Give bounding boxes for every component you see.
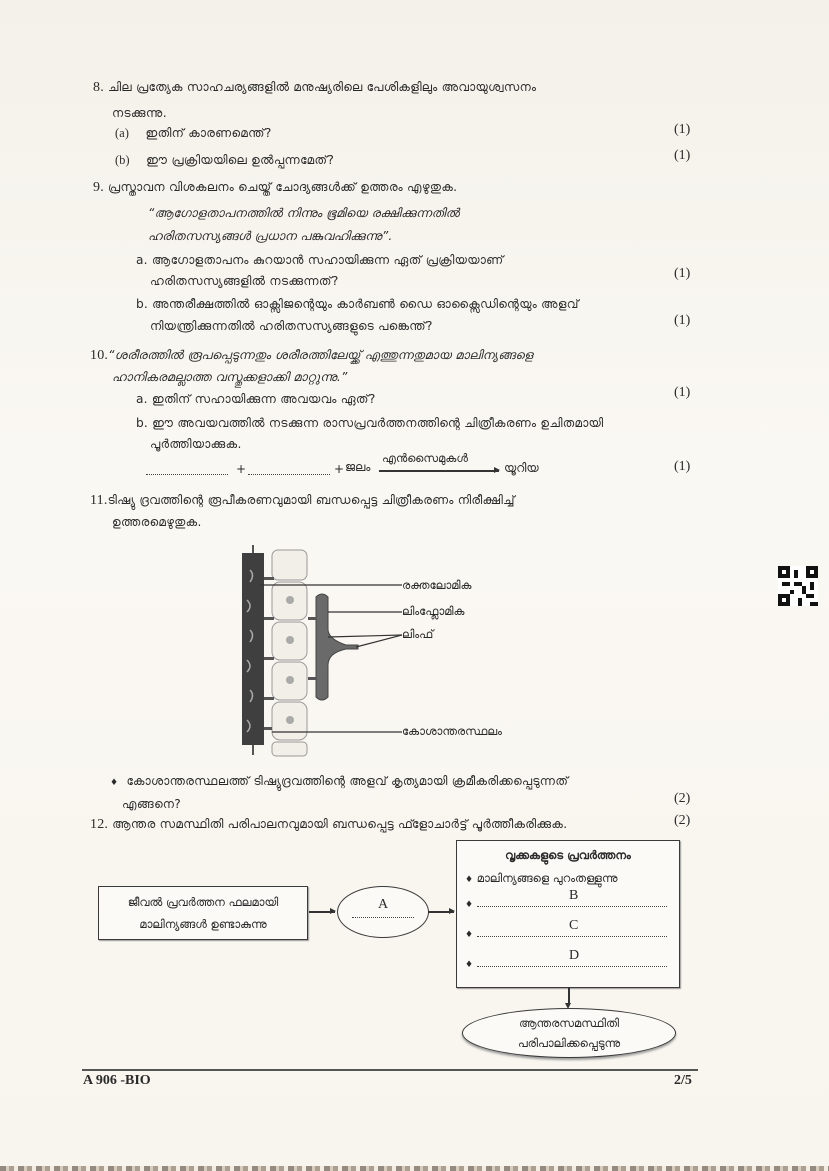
flow-start-text-1: ജീവൽ പ്രവർത്തന ഫലമായി [127, 895, 279, 909]
q12-text: ആന്തര സമസ്ഥിതി പരിപാലനവുമായി ബന്ധപ്പെട്ട ഫ്ളോചാർട്ട് പൂർത്തീകരിക്കുക. [112, 817, 568, 831]
q11-bullet-text-cont: എങ്ങനെ? [122, 797, 181, 811]
label-intercellular-space: കോശാന്തരസ്ഥലം [402, 724, 503, 738]
q10-equation [146, 451, 566, 480]
q10-number: 10. [90, 348, 109, 363]
q11-text: ടിഷ്യു ദ്രവത്തിന്റെ രൂപീകരണവുമായി ബന്ധപ്പെട്ട ചിത്രീകരണം നിരീക്ഷിച്ച് [107, 493, 515, 507]
q9-text: പ്രസ്താവന വിശകലനം ചെയ്ത് ചോദ്യങ്ങൾക്ക് ഉത്തരം എഴുതുക. [107, 180, 458, 194]
kidney-item-b [465, 886, 679, 916]
q12-number: 12. [90, 817, 109, 832]
q11-number: 11. [90, 493, 108, 508]
q12-marks: (2) [674, 813, 691, 828]
q8a [115, 120, 272, 146]
blank-c-field[interactable] [477, 926, 667, 937]
label-lymph: ലിംഫ് [402, 627, 434, 641]
kidney-item-d [465, 946, 679, 976]
kidney-box-title: വൃക്കകളുടെ പ്രവർത്തനം [505, 848, 631, 862]
bullet-icon: ♦ [465, 930, 474, 940]
q11-text-cont: ഉത്തരമെഴുതുക. [112, 515, 202, 529]
q8b-text: ഈ പ്രക്രിയയിലെ ഉൽപ്പന്നമേത്? [146, 153, 335, 167]
blank-a-label: A [377, 897, 389, 912]
q10a-marks: (1) [674, 385, 691, 400]
q8b-marks: (1) [674, 148, 691, 163]
flow-blank-a-ellipse [337, 886, 429, 938]
plus-sign: + [334, 462, 345, 476]
label-lymph-capillary: ലിംഫ്ലോമിക [402, 604, 465, 618]
flow-end-ellipse [462, 1008, 676, 1058]
q8a-marks: (1) [674, 122, 691, 137]
blank-reactant-1[interactable] [146, 464, 228, 475]
plus-sign: + [236, 462, 247, 476]
blank-c-label: C [569, 918, 579, 933]
q10a-label: a. [136, 392, 148, 406]
page-number: 2/5 [674, 1073, 692, 1088]
kidney-item-c [465, 916, 679, 946]
enzymes-label: എൻസൈമുകൾ [382, 451, 468, 465]
tissue-fluid-diagram [232, 545, 402, 760]
q8b-label: (b) [115, 153, 130, 167]
q9b-text-cont: നിയന്ത്രിക്കുന്നതിൽ ഹരിതസസ്യങ്ങളുടെ പങ്കെന്ത്? [150, 319, 433, 333]
q8a-label: (a) [115, 126, 130, 140]
q10-quote-2: ഹാനികരമല്ലാത്ത വസ്തുക്കളാക്കി മാറ്റുന്നു.” [112, 370, 348, 384]
q10a [136, 386, 376, 412]
q9b-text: അന്തരീക്ഷത്തിൽ ഓക്സിജന്റെയും കാർബൺ ഡൈ ഓക്സൈഡിന്റെയും അളവ് [152, 297, 579, 311]
blank-d-field[interactable] [477, 956, 667, 967]
flow-arrow-1 [309, 911, 335, 913]
bullet-icon: ♦ [465, 875, 474, 885]
bullet-icon: ♦ [110, 778, 119, 788]
q9-quote-1: “ആഗോളതാപനത്തിൽ നിന്നും ഭൂമിയെ രക്ഷിക്കുന്നതിൽ [148, 206, 460, 220]
q8-text-cont: നടക്കുന്നു. [112, 106, 167, 120]
q10a-text: ഇതിന് സഹായിക്കുന്ന അവയവം ഏത്? [151, 392, 376, 406]
bullet-icon: ♦ [465, 960, 474, 970]
q11-marks: (2) [674, 791, 691, 806]
q8-text: ചില പ്രത്യേക സാഹചര്യങ്ങളിൽ മനുഷ്യരിലെ പേശികളിലും അവായുശ്വസനം [107, 80, 537, 94]
blank-reactant-2[interactable] [248, 464, 330, 475]
q8-line1 [93, 74, 536, 101]
q10b-text-cont: പൂർത്തിയാക്കുക. [150, 437, 242, 451]
q9a-marks: (1) [674, 266, 691, 281]
footer-rule [82, 1069, 698, 1071]
reaction-arrow [379, 470, 499, 472]
urea-label: യൂറിയ [504, 461, 539, 475]
q9a-text: ആഗോളതാപനം കുറയാൻ സഹായിക്കുന്ന ഏത് പ്രക്രിയയാണ് [151, 253, 504, 267]
q9-line [93, 174, 457, 201]
q11-bullet-text: കോശാന്തരസ്ഥലത്ത് ടിഷ്യുദ്രവത്തിന്റെ അളവ് കൃത്യമായി ക്രമീകരിക്കപ്പെടുന്നത് [126, 774, 569, 788]
blank-b-field[interactable] [477, 896, 667, 907]
q9a-text-cont: ഹരിതസസ്യങ്ങളിൽ നടക്കുന്നത്? [150, 274, 339, 288]
blank-d-label: D [569, 948, 580, 963]
flow-arrow-2 [428, 911, 454, 913]
flow-start-box [98, 886, 308, 940]
lymph-capillary [316, 594, 358, 700]
label-blood-capillary: രക്തലോമിക [402, 578, 472, 592]
q9-quote-2: ഹരിതസസ്യങ്ങൾ പ്രധാന പങ്കുവഹിക്കുന്നു”. [148, 229, 393, 243]
blood-capillary [242, 553, 264, 745]
blank-a-field[interactable] [352, 907, 414, 918]
q8b [115, 147, 334, 173]
qr-code-icon [778, 566, 818, 606]
q9b-label: b. [136, 297, 149, 311]
bullet-icon: ♦ [465, 900, 474, 910]
water-label: ജലം [345, 460, 371, 474]
q9b-marks: (1) [674, 313, 691, 328]
q10-quote-1: “ശരീരത്തിൽ രൂപപ്പെടുന്നതും ശരീരത്തിലേയ്ക്ക് എത്തുന്നതുമായ മാലിന്യങ്ങളെ [108, 348, 534, 362]
q12-line [90, 811, 567, 838]
q10b-label: b. [136, 416, 149, 430]
flow-start-text-2: മാലിന്യങ്ങൾ ഉണ്ടാകുന്നു [139, 917, 267, 931]
q8a-text: ഇതിന് കാരണമെന്ത്? [145, 126, 272, 140]
q8-number: 8. [93, 80, 104, 95]
q10b-marks: (1) [674, 459, 691, 474]
q10b-text: ഈ അവയവത്തിൽ നടക്കുന്ന രാസപ്രവർത്തനത്തിന്റെ ചിത്രീകരണം ഉചിതമായി [152, 416, 604, 430]
flow-end-text-1: ആന്തരസമസ്ഥിതി [519, 1016, 619, 1030]
paper-code: A 906 -BIO [83, 1073, 151, 1088]
scan-edge [0, 1166, 829, 1171]
flow-end-text-2: പരിപാലിക്കപ്പെടുന്നു [517, 1036, 621, 1050]
q9a-label: a. [136, 253, 148, 267]
kidney-function-box [456, 840, 680, 988]
kidney-item-1-text: മാലിന്യങ്ങളെ പുറംതള്ളുന്നു [476, 871, 618, 885]
q9-number: 9. [93, 180, 104, 195]
blank-b-label: B [569, 888, 579, 903]
kidney-item-1 [465, 871, 679, 886]
